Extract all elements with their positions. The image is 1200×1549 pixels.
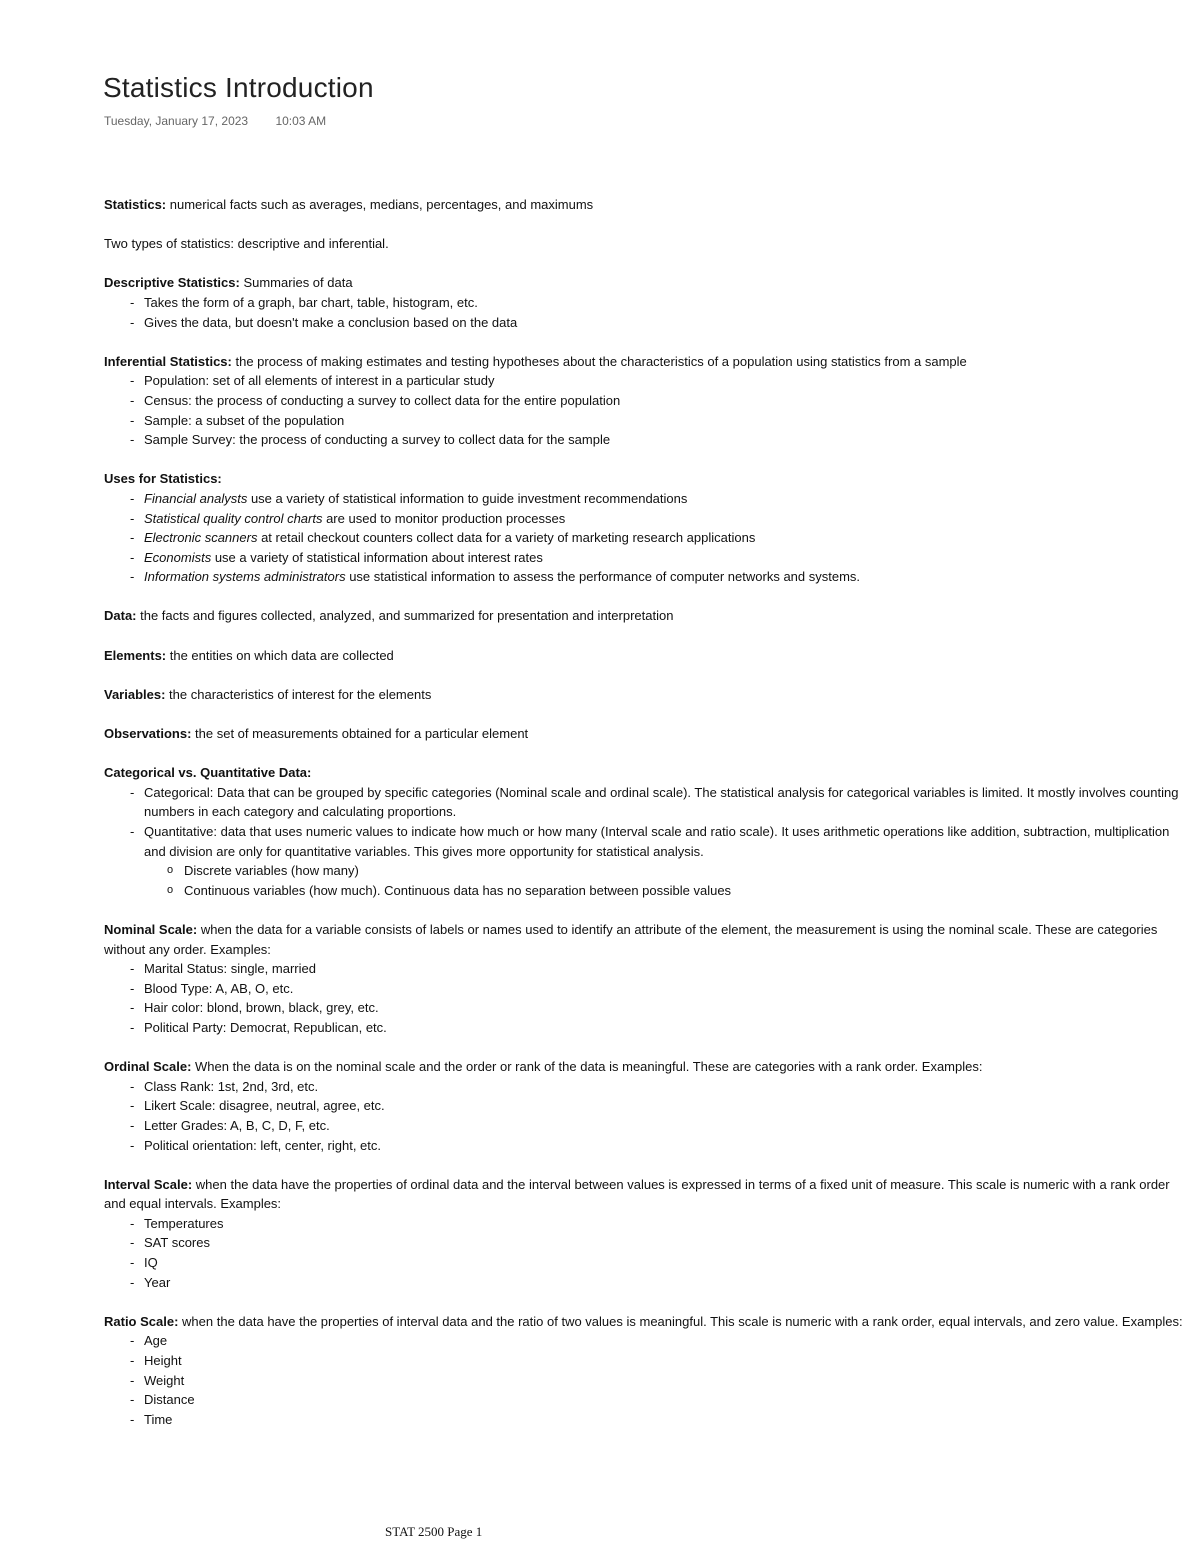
list-item: - Hair color: blond, brown, black, grey, etc. [144,998,1189,1018]
list-item: - Categorical: Data that can be grouped by specific categories (Nominal scale and ordinal scale). The statistical analysis for categorical variables is limited. It mostly involves counting numbers in each category and calculating proportions. [144,783,1189,822]
paragraph-cat-vs-quant: Categorical vs. Quantitative Data: [104,765,312,781]
list-item: - Temperatures [144,1214,1189,1234]
sub-list-item: o Discrete variables (how many) [184,861,1189,881]
definition: the process of making estimates and testing hypotheses about the characteristics of a population using statistics from a sample [231,353,967,369]
page-time: 10:03 AM [275,114,327,128]
paragraph-uses: Uses for Statistics: [104,471,222,487]
term: Ordinal Scale: [104,1059,192,1075]
paragraph-observations [104,724,1189,744]
list-item: - Gives the data, but doesn't make a conclusion based on the data [144,313,1189,333]
list-item [144,509,1189,529]
list-item [144,489,1189,509]
term: Descriptive Statistics: [104,275,240,291]
list-item: - Political Party: Democrat, Republican, etc. [144,1018,1189,1038]
list-item-text: use a variety of statistical information about interest rates [211,549,543,565]
paragraph-nominal [104,920,1189,959]
list-item: - Blood Type: A, AB, O, etc. [144,979,1189,999]
paragraph-data [104,606,1189,626]
descriptive-list [104,293,1189,332]
list-item: - Age [144,1331,1189,1351]
list-item: - Letter Grades: A, B, C, D, F, etc. [144,1116,1189,1136]
definition: When the data is on the nominal scale and the order or rank of the data is meaningful. These are categories with a rank order. Examples: [191,1059,983,1075]
definition: the facts and figures collected, analyzed, and summarized for presentation and interpretation [136,608,674,624]
page-meta [104,114,350,128]
definition: the entities on which data are collected [166,647,394,663]
term: Data: [104,608,137,624]
emphasis: Electronic scanners [144,530,258,546]
list-item [144,567,1189,587]
list-item: - Sample: a subset of the population [144,411,1189,431]
list-item: - Takes the form of a graph, bar chart, table, histogram, etc. [144,293,1189,313]
interval-list [104,1214,1189,1292]
quantitative-sublist [144,861,1189,900]
paragraph-interval [104,1175,1189,1214]
list-item [144,822,1189,900]
list-item: - Height [144,1351,1189,1371]
inferential-list [104,371,1189,449]
cat-vs-quant-list [104,783,1189,901]
list-item: - Year [144,1273,1189,1293]
list-item [144,528,1189,548]
list-item-text: Quantitative: data that uses numeric values to indicate how much or how many (Interval scale and ratio scale). It uses arithmetic operations like addition, subtraction, multiplication and division are only for quantitative variables. This gives more opportunity for statistical analysis. [144,824,1170,859]
definition: the set of measurements obtained for a particular element [191,726,529,742]
list-item: - Likert Scale: disagree, neutral, agree, etc. [144,1096,1189,1116]
paragraph-elements [104,646,1189,666]
list-item: - Sample Survey: the process of conducting a survey to collect data for the sample [144,430,1189,450]
note-body [104,195,1189,1429]
list-item: - Political orientation: left, center, right, etc. [144,1136,1189,1156]
term: Interval Scale: [104,1176,193,1192]
term: Inferential Statistics: [104,353,232,369]
list-item-text: use a variety of statistical information to guide investment recommendations [247,490,688,506]
list-item: - Weight [144,1371,1189,1391]
paragraph-descriptive [104,273,1189,293]
definition: Summaries of data [239,275,353,291]
definition: numerical facts such as averages, medians, percentages, and maximums [166,197,594,212]
list-item-text: use statistical information to assess the performance of computer networks and systems. [345,569,861,585]
term: Observations: [104,726,192,742]
definition: when the data for a variable consists of labels or names used to identify an attribute of the element, the measurement is using the nominal scale. These are categories without any order. Examples: [104,921,1158,957]
definition: when the data have the properties of interval data and the ratio of two values is meaningful. This scale is numeric with a rank order, equal intervals, and zero value. Examples: [178,1313,1183,1329]
paragraph-variables [104,685,1189,705]
term: Variables: [104,686,166,702]
term: Nominal Scale: [104,921,198,937]
paragraph-inferential [104,352,1189,372]
list-item: - Marital Status: single, married [144,959,1189,979]
list-item: - Census: the process of conducting a survey to collect data for the entire population [144,391,1189,411]
term: Ratio Scale: [104,1313,179,1329]
page-title: Statistics Introduction [103,72,374,103]
term: Statistics: [104,197,167,212]
paragraph-ordinal [104,1057,1189,1077]
paragraph-ratio [104,1312,1189,1332]
list-item-text: at retail checkout counters collect data for a variety of marketing research applications [257,530,756,546]
paragraph-two-types: Two types of statistics: descriptive and inferential. [104,236,389,252]
emphasis: Statistical quality control charts [144,510,323,526]
term: Elements: [104,647,167,663]
definition: when the data have the properties of ordinal data and the interval between values is expressed in terms of a fixed unit of measure. This scale is numeric with a rank order and equal intervals. Examples: [104,1176,1170,1212]
uses-list [104,489,1189,587]
list-item: - IQ [144,1253,1189,1273]
definition: the characteristics of interest for the elements [165,686,432,702]
page-date: Tuesday, January 17, 2023 [104,114,249,128]
sub-list-item: o Continuous variables (how much). Continuous data has no separation between possible values [184,881,1189,901]
page-footer: STAT 2500 Page 1 [385,1524,483,1539]
list-item: - Distance [144,1390,1189,1410]
paragraph-statistics [104,195,1189,215]
nominal-list [104,959,1189,1037]
list-item: - Population: set of all elements of interest in a particular study [144,371,1189,391]
list-item-text: are used to monitor production processes [322,510,566,526]
ordinal-list [104,1077,1189,1155]
list-item: - Class Rank: 1st, 2nd, 3rd, etc. [144,1077,1189,1097]
emphasis: Financial analysts [144,490,248,506]
ratio-list [104,1331,1189,1429]
list-item: - SAT scores [144,1233,1189,1253]
list-item: - Time [144,1410,1189,1430]
list-item [144,548,1189,568]
emphasis: Information systems administrators [144,569,346,585]
emphasis: Economists [144,549,212,565]
